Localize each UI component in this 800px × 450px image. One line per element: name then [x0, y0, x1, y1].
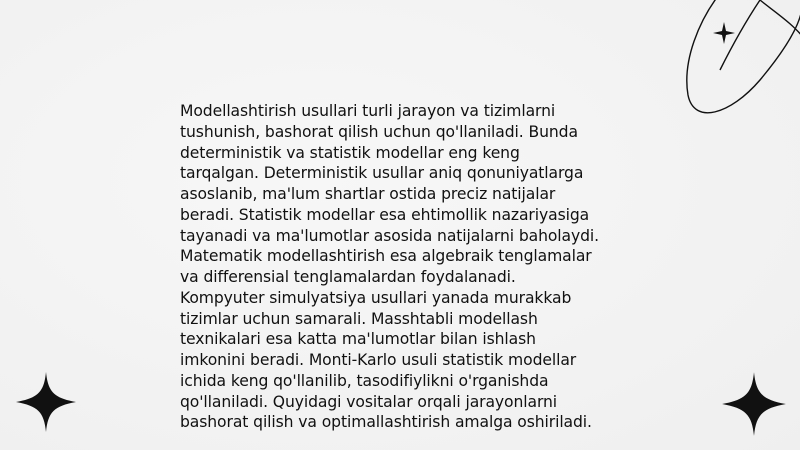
paragraph-line: qo'llaniladi. Quyidagi vositalar orqali jarayonlarni [180, 392, 558, 411]
orbit-sparkle-icon [660, 0, 800, 140]
paragraph-line: va differensial tenglamalardan foydalanadi. [180, 268, 516, 286]
paragraph-line: Modellashtirish usullari turli jarayon va tizimlarni [180, 102, 556, 120]
four-point-star-icon [14, 370, 78, 434]
paragraph-line: tayanadi va ma'lumotlar asosida natijalarni baholaydi. [180, 226, 600, 245]
paragraph-line: bashorat qilish va optimallashtirish amalga oshiriladi. [180, 413, 592, 432]
paragraph-line: ichida keng qo'llanilib, tasodifiylikni o'rganishda [180, 371, 549, 390]
paragraph-line: Matematik modellashtirish esa algebraik tenglamalar [180, 247, 592, 266]
paragraph-line: beradi. Statistik modellar esa ehtimollik nazariyasiga [180, 205, 590, 224]
paragraph-line: asoslanib, ma'lum shartlar ostida preciz natijalar [180, 185, 556, 203]
body-paragraph [180, 101, 640, 433]
paragraph-line: imkonini beradi. Monti-Karlo usuli statistik modellar [180, 351, 577, 369]
sparkle-icon [713, 22, 735, 44]
paragraph-line: tarqalgan. Deterministik usullar aniq qonuniyatlarga [180, 164, 584, 183]
four-point-star-icon [720, 370, 788, 438]
paragraph-line: texnikalari esa katta ma'lumotlar bilan ishlash [180, 330, 536, 349]
paragraph-line: Kompyuter simulyatsiya usullari yanada murakkab [180, 288, 572, 307]
paragraph-line: deterministik va statistik modellar eng keng [180, 143, 520, 162]
paragraph-line: tushunish, bashorat qilish uchun qo'llaniladi. Bunda [180, 122, 578, 141]
paragraph-line: tizimlar uchun samarali. Masshtabli modellash [180, 309, 538, 328]
